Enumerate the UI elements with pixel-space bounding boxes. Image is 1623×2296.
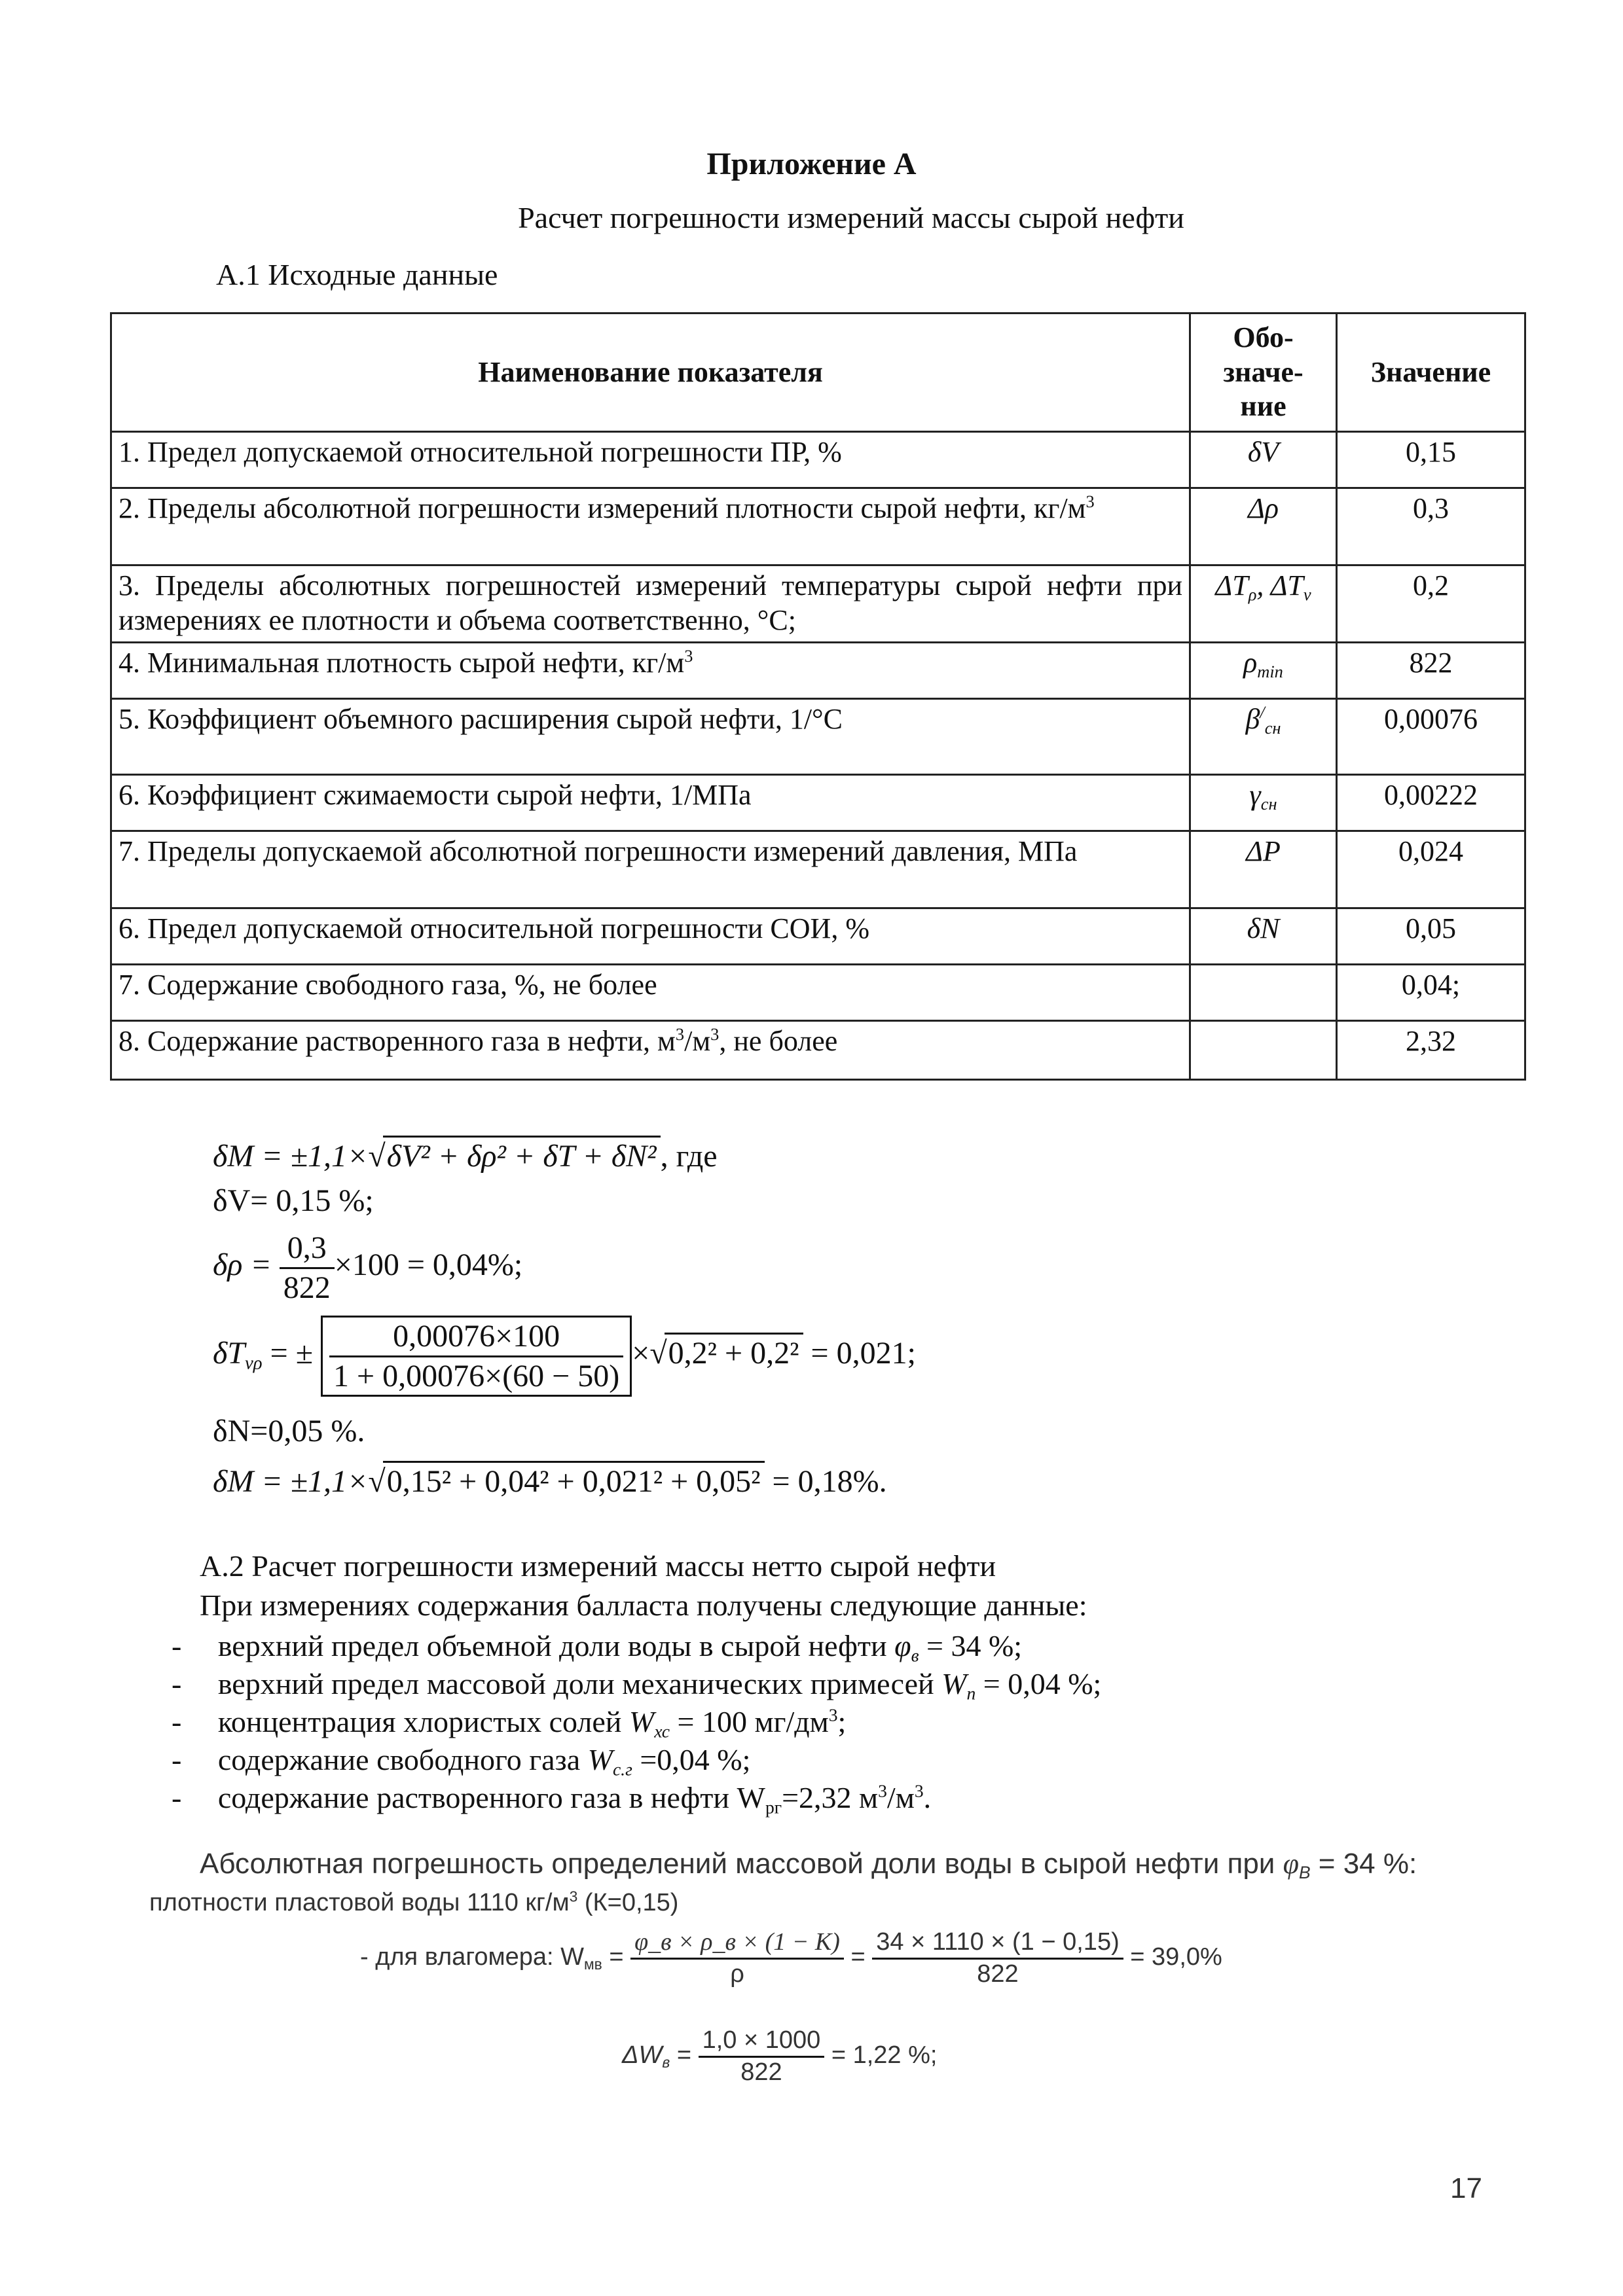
ballast-item-sub: рг xyxy=(765,1797,782,1818)
ballast-intro: При измерениях содержания балласта получены следующие данные: xyxy=(200,1588,1087,1622)
abs-error-text: Абсолютная погрешность определений массовой доли воды в сырой нефти при xyxy=(200,1848,1275,1880)
row-name xyxy=(111,643,1190,699)
formula-drho-left: δρ = xyxy=(213,1247,272,1283)
formula-dt-left: δT xyxy=(213,1336,246,1371)
ballast-item-text: содержание растворенного газа в нефти W xyxy=(217,1781,765,1814)
row-symbol: δN xyxy=(1190,908,1337,965)
row-name-text: 4. Минимальная плотность сырой нефти, кг/м xyxy=(119,647,685,679)
row-symbol xyxy=(1190,643,1337,699)
formula-dt-tail: = 0,021; xyxy=(803,1336,916,1371)
row-name: 6. Предел допускаемой относительной погрешности СОИ, % xyxy=(111,908,1190,965)
header-symbol-line-2: значе- xyxy=(1223,355,1304,388)
document-title: Расчет погрешности измерений массы сырой нефти xyxy=(518,201,1184,234)
formula-drho-fraction xyxy=(280,1229,335,1306)
formula-dwv: $\Delta W_в$ = $\frac{1,0 \times 1000}{822}$ = 1,22 %; xyxy=(622,2026,937,2087)
ballast-item-text: верхний предел массовой доли механических примесей xyxy=(217,1667,942,1700)
row-value: 0,05 xyxy=(1337,908,1525,965)
formula-dm-calc-left: δM = ±1,1× xyxy=(213,1464,369,1499)
dwv-den: 822 xyxy=(740,2058,782,2086)
plast-density-text: плотности пластовой воды 1110 кг/м xyxy=(149,1889,570,1916)
row-name: 5. Коэффициент объемного расширения сырой нефти, 1/°С xyxy=(111,699,1190,775)
table-row xyxy=(111,908,1525,965)
formula-dm-calc-root: 0,15² + 0,04² + 0,021² + 0,05² xyxy=(383,1461,765,1501)
ballast-item-end: ; xyxy=(837,1705,847,1738)
row-symbol xyxy=(1190,775,1337,831)
row-value: 2,32 xyxy=(1337,1021,1525,1080)
formula-drho-den: 822 xyxy=(283,1270,331,1305)
ballast-item-value: = 0,04 %; xyxy=(976,1667,1102,1700)
wmv-label: - для влагомера: W xyxy=(360,1943,584,1971)
formula-wmv: - для влагомера: $W_{мв}$ = $\frac{\varphi\_в \times \rho\_в \times (1 - K)}{\rho}$ = $\frac{34 \times 1110 \times (1 - 0,15)}{822}$ = 39,0% xyxy=(360,1928,1222,1989)
formula-dt-fraction xyxy=(329,1318,623,1395)
formula-dm-general-tail: , где xyxy=(660,1139,718,1174)
dwv-num: 1,0 × 1000 xyxy=(699,2026,825,2058)
row-value: 0,024 xyxy=(1337,831,1525,908)
row-symbol-main: ρ xyxy=(1243,647,1258,679)
row-symbol-main: β xyxy=(1245,703,1260,735)
ballast-item-value: =0,04 %; xyxy=(632,1743,751,1776)
ballast-item-sub: с.г xyxy=(612,1759,632,1780)
ballast-item-end: /м xyxy=(886,1781,915,1814)
formula-drho-num: 0,3 xyxy=(280,1229,335,1269)
row-symbol-sub: сн xyxy=(1260,793,1277,814)
row-value: 0,00222 xyxy=(1337,775,1525,831)
table-row xyxy=(111,565,1525,643)
table-row xyxy=(111,965,1525,1021)
list-dash: - xyxy=(172,1781,182,1814)
formula-dt-bracket xyxy=(321,1316,632,1397)
dwv-fraction xyxy=(699,2026,825,2087)
formula-dt-eq: = ± xyxy=(262,1336,314,1371)
ballast-item-sub: п xyxy=(966,1683,976,1704)
table-row xyxy=(111,1021,1525,1080)
table-row xyxy=(111,699,1525,775)
row-value: 0,00076 xyxy=(1337,699,1525,775)
list-dash: - xyxy=(172,1705,182,1738)
ballast-item-text: концентрация хлористых солей xyxy=(217,1705,629,1738)
ballast-item xyxy=(172,1780,931,1816)
section-a2-heading: А.2 Расчет погрешности измерений массы нетто сырой нефти xyxy=(200,1549,996,1583)
abs-error-tail: = 34 %: xyxy=(1310,1848,1417,1880)
list-dash: - xyxy=(172,1667,182,1700)
abs-error-symbol: φ xyxy=(1283,1848,1299,1880)
ballast-item-value: = 34 %; xyxy=(919,1629,1023,1662)
table-row xyxy=(111,775,1525,831)
formula-dm-general: δM = ±1,1×√δV² + δρ² + δT + δN² , где xyxy=(213,1136,718,1175)
formula-dv: δV= 0,15 %; xyxy=(213,1183,374,1218)
ballast-item-symbol: W xyxy=(941,1667,967,1700)
row-symbol-main-2: , ΔT xyxy=(1256,569,1304,601)
row-symbol: Δρ xyxy=(1190,488,1337,565)
table-row xyxy=(111,432,1525,488)
abs-error-sub: В xyxy=(1298,1862,1311,1882)
wmv-result: = 39,0% xyxy=(1130,1943,1222,1971)
header-symbol-line-1: Обо- xyxy=(1233,321,1294,353)
abs-error-line xyxy=(200,1847,1417,1882)
wmv-den-2: 822 xyxy=(977,1960,1019,1988)
section-a1-heading: А.1 Исходные данные xyxy=(216,258,498,291)
row-value: 0,2 xyxy=(1337,565,1525,643)
dwv-result: = 1,22 %; xyxy=(831,2041,938,2070)
row-value: 0,04; xyxy=(1337,965,1525,1021)
wmv-den: ρ xyxy=(730,1960,744,1988)
row-name-text-2: /м xyxy=(684,1025,711,1057)
row-name-sup-2: 3 xyxy=(710,1024,720,1045)
formula-dm-calc: δM = ±1,1×√0,15² + 0,04² + 0,021² + 0,05² = 0,18%. xyxy=(213,1461,887,1501)
formula-dt-den: 1 + 0,00076×(60 − 50) xyxy=(333,1358,620,1393)
wmv-num-2: 34 × 1110 × (1 − 0,15) xyxy=(872,1928,1123,1960)
wmv-sub: мв xyxy=(583,1955,602,1973)
row-symbol-sub: сн xyxy=(1264,717,1281,738)
formula-dt-num: 0,00076×100 xyxy=(329,1318,623,1357)
table-row xyxy=(111,831,1525,908)
row-name: 1. Предел допускаемой относительной погрешности ПР, % xyxy=(111,432,1190,488)
formula-dt-times: × xyxy=(632,1336,650,1371)
wmv-fraction-2 xyxy=(872,1928,1123,1989)
row-symbol xyxy=(1190,1021,1337,1080)
ballast-item xyxy=(172,1628,1022,1664)
row-symbol xyxy=(1190,699,1337,775)
row-name-sup: 3 xyxy=(1085,492,1095,512)
header-symbol xyxy=(1190,314,1337,432)
formula-dn: δN=0,05 %. xyxy=(213,1414,365,1448)
row-symbol xyxy=(1190,965,1337,1021)
row-name-sup: 3 xyxy=(684,646,693,666)
formula-dm-calc-tail: = 0,18%. xyxy=(764,1464,887,1499)
row-name-sup: 3 xyxy=(675,1024,685,1045)
row-name xyxy=(111,488,1190,565)
wmv-num: φ_в × ρ_в × (1 − K) xyxy=(630,1928,844,1960)
list-dash: - xyxy=(172,1629,182,1662)
row-symbol: ΔP xyxy=(1190,831,1337,908)
header-symbol-line-3: ние xyxy=(1240,390,1286,423)
row-symbol-sub: ρ xyxy=(1248,584,1257,604)
page-number: 17 xyxy=(1450,2172,1482,2204)
header-value: Значение xyxy=(1337,314,1525,432)
dwv-left: ΔW xyxy=(622,2041,663,2070)
ballast-item-symbol: W xyxy=(629,1705,655,1738)
ballast-item-text: верхний предел объемной доли воды в сырой нефти xyxy=(217,1629,895,1662)
table-header-row xyxy=(111,314,1525,432)
wmv-fraction-1 xyxy=(630,1928,844,1989)
ballast-item-sub: хс xyxy=(654,1721,670,1742)
row-name xyxy=(111,1021,1190,1080)
row-value: 0,15 xyxy=(1337,432,1525,488)
row-name-text: 8. Содержание растворенного газа в нефти, м xyxy=(119,1025,676,1057)
row-value: 0,3 xyxy=(1337,488,1525,565)
ballast-item-sup: 3 xyxy=(828,1704,838,1725)
plast-density-tail: (К=0,15) xyxy=(577,1889,679,1916)
appendix-title: Приложение А xyxy=(706,147,917,181)
row-name: 7. Содержание свободного газа, %, не более xyxy=(111,965,1190,1021)
row-symbol-main: ΔT xyxy=(1215,569,1249,601)
ballast-item xyxy=(172,1704,846,1740)
row-name: 6. Коэффициент сжимаемости сырой нефти, 1/МПа xyxy=(111,775,1190,831)
row-name-text-3: , не более xyxy=(719,1025,838,1057)
row-name: 3. Пределы абсолютных погрешностей измерений температуры сырой нефти при измерениях ее плотности и объема соответственно, °С; xyxy=(111,565,1190,643)
formula-dt: $\delta T_{v\rho}$ = ± $\frac{0,00076\times 100}{1 + 0,00076\times(60 - 50)}$ ×√0,2² + 0,2² = 0,021; xyxy=(213,1316,916,1397)
row-symbol: δV xyxy=(1190,432,1337,488)
row-symbol-sup: / xyxy=(1260,702,1265,723)
source-data-table xyxy=(110,312,1526,1081)
table-row xyxy=(111,643,1525,699)
formula-dm-general-root: δV² + δρ² + δT + δN² xyxy=(383,1136,661,1175)
ballast-item xyxy=(172,1742,750,1778)
row-name: 7. Пределы допускаемой абсолютной погрешности измерений давления, МПа xyxy=(111,831,1190,908)
row-value: 822 xyxy=(1337,643,1525,699)
row-symbol-main: γ xyxy=(1249,779,1261,811)
plast-density-line xyxy=(149,1888,678,1918)
header-name: Наименование показателя xyxy=(111,314,1190,432)
ballast-item-symbol: φ xyxy=(894,1629,911,1662)
ballast-item-symbol: W xyxy=(587,1743,613,1776)
ballast-item-value: = 100 мг/дм xyxy=(670,1705,829,1738)
list-dash: - xyxy=(172,1743,182,1776)
ballast-item-text: содержание свободного газа xyxy=(217,1743,588,1776)
formula-dm-general-left: δM = ±1,1× xyxy=(213,1139,369,1174)
plast-density-sup: 3 xyxy=(569,1888,578,1905)
formula-drho-tail: ×100 = 0,04%; xyxy=(334,1247,523,1283)
row-symbol xyxy=(1190,565,1337,643)
ballast-item-sub: в xyxy=(911,1645,919,1666)
row-symbol-sub-2: v xyxy=(1303,584,1311,604)
ballast-item-value: =2,32 м xyxy=(782,1781,879,1814)
dwv-sub: в xyxy=(662,2053,670,2071)
row-symbol-sub: min xyxy=(1257,661,1283,681)
ballast-item xyxy=(172,1666,1101,1702)
formula-drho xyxy=(213,1229,522,1306)
formula-dt-sub: vρ xyxy=(245,1352,263,1374)
ballast-item-sup-2: 3 xyxy=(914,1780,924,1801)
row-name-text: 2. Пределы абсолютной погрешности измерений плотности сырой нефти, кг/м xyxy=(119,492,1086,524)
formula-dt-root: 0,2² + 0,2² xyxy=(665,1333,803,1372)
ballast-item-sup: 3 xyxy=(878,1780,887,1801)
table-row xyxy=(111,488,1525,565)
ballast-item-end-2: . xyxy=(923,1781,932,1814)
